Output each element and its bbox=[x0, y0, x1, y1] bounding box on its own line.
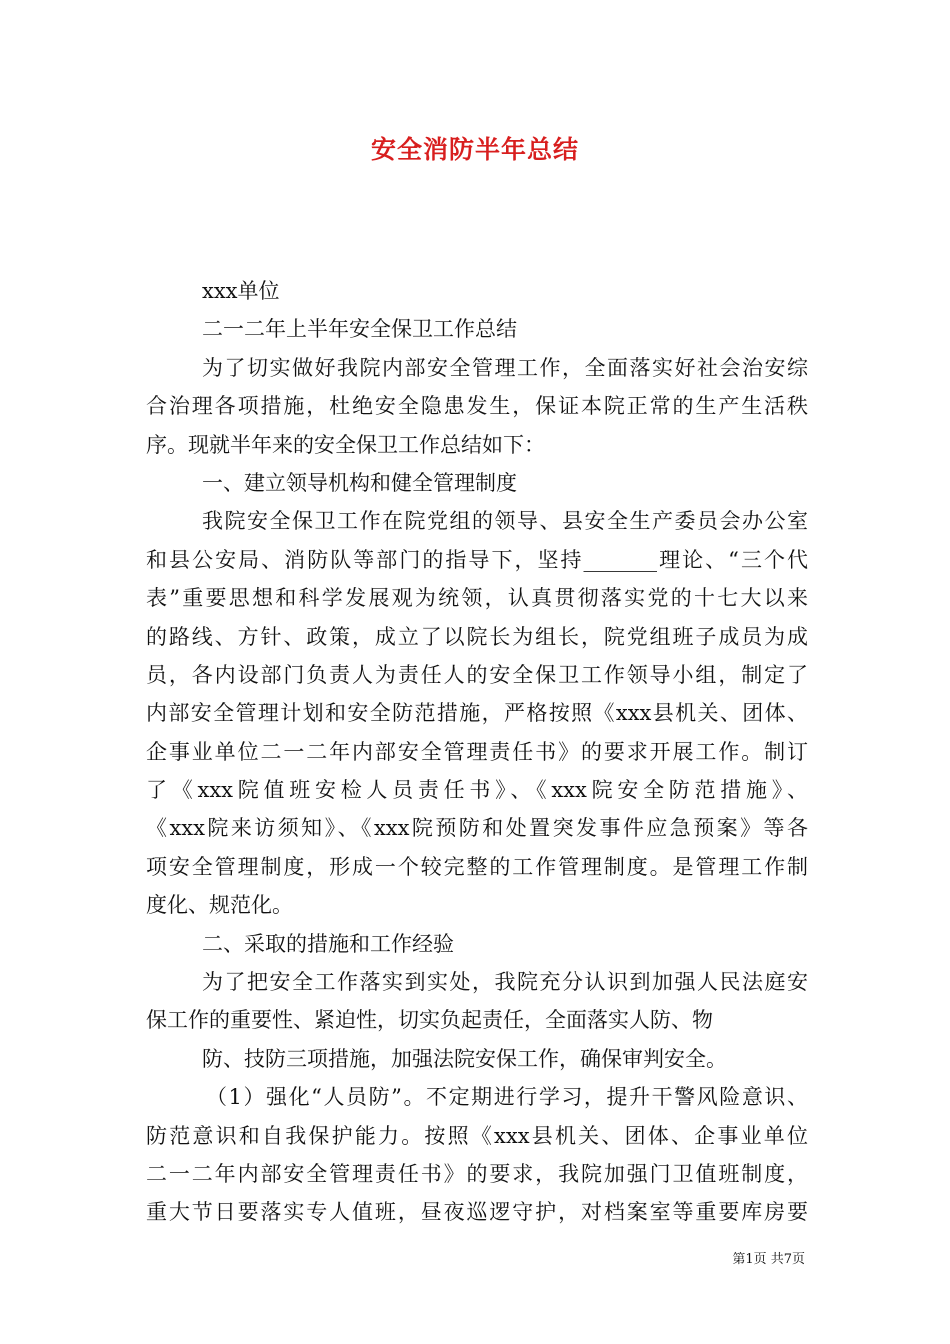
paragraph-line: 《xxx院来访须知》、《xxx院预防和处置突发事件应急预案》等各 bbox=[146, 816, 808, 841]
paragraph-line: 我院安全保卫工作在院党组的领导、县安全生产委员会办公室 bbox=[202, 509, 808, 534]
paragraph-line: 二一二年上半年安全保卫工作总结 bbox=[202, 317, 517, 342]
document-title: 安全消防半年总结 bbox=[370, 135, 579, 164]
paragraph-line: 的路线、方针、政策，成立了以院长为组长，院党组班子成员为成 bbox=[146, 624, 808, 649]
paragraph-line: 为了切实做好我院内部安全管理工作，全面落实好社会治安综 bbox=[202, 355, 808, 380]
paragraph-line: 内部安全管理计划和安全防范措施，严格按照《xxx县机关、团体、 bbox=[146, 701, 808, 726]
paragraph-line: 和县公安局、消防队等部门的指导下，坚持_______理论、“三个代 bbox=[146, 547, 808, 572]
paragraph-line: （1）强化“人员防”。不定期进行学习，提升干警风险意识、 bbox=[206, 1085, 808, 1110]
paragraph-line: 二一二年内部安全管理责任书》的要求，我院加强门卫值班制度， bbox=[146, 1161, 808, 1186]
paragraph-line: 了《xxx院值班安检人员责任书》、《xxx院安全防范措施》、 bbox=[146, 778, 808, 803]
paragraph-line: 企事业单位二一二年内部安全管理责任书》的要求开展工作。制订 bbox=[146, 739, 808, 764]
paragraph-line: 重大节日要落实专人值班，昼夜巡逻守护，对档案室等重要库房要 bbox=[146, 1200, 808, 1225]
page-number: 第1页 共7页 bbox=[732, 1252, 805, 1267]
paragraph-line: xxx单位 bbox=[202, 279, 280, 303]
section-heading: 二、采取的措施和工作经验 bbox=[202, 931, 454, 956]
paragraph-line: 防、技防三项措施，加强法院安保工作，确保审判安全。 bbox=[202, 1046, 727, 1071]
paragraph-line: 度化、规范化。 bbox=[146, 893, 293, 918]
section-heading: 一、建立领导机构和健全管理制度 bbox=[202, 470, 517, 495]
paragraph-line: 合治理各项措施，杜绝安全隐患发生，保证本院正常的生产生活秩 bbox=[146, 394, 808, 419]
document-body bbox=[146, 272, 808, 1232]
paragraph-line: 表”重要思想和科学发展观为统领，认真贯彻落实党的十七大以来 bbox=[146, 586, 808, 611]
paragraph-line: 序。现就半年来的安全保卫工作总结如下： bbox=[146, 432, 545, 457]
paragraph-line: 为了把安全工作落实到实处，我院充分认识到加强人民法庭安 bbox=[202, 970, 808, 995]
paragraph-line: 保工作的重要性、紧迫性，切实负起责任，全面落实人防、物 bbox=[146, 1008, 713, 1033]
paragraph-line: 项安全管理制度，形成一个较完整的工作管理制度。是管理工作制 bbox=[146, 854, 808, 879]
paragraph-line: 员，各内设部门负责人为责任人的安全保卫工作领导小组，制定了 bbox=[146, 662, 808, 687]
paragraph-line: 防范意识和自我保护能力。按照《xxx县机关、团体、企事业单位 bbox=[146, 1123, 808, 1148]
page-footer bbox=[732, 1251, 805, 1269]
